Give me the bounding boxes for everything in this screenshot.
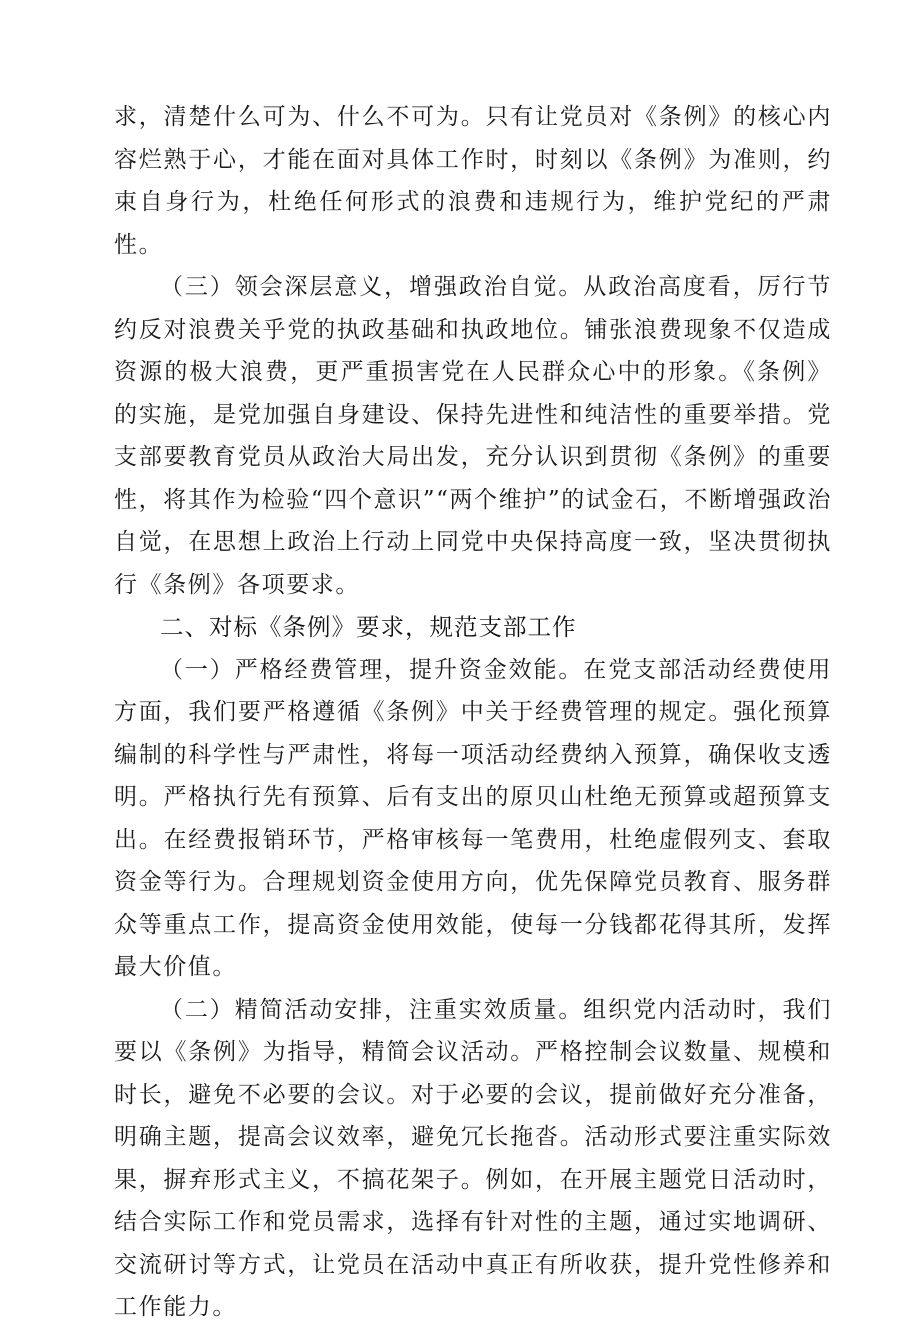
section-heading-2: 二、对标《条例》要求，规范支部工作	[160, 613, 577, 641]
paragraph-section-2-2: （二）精简活动安排，注重实效质量。组织党内活动时，我们要以《条例》为指导，精简会议活动。严格控制会议数量、规模和时长，避免不必要的会议。对于必要的会议，提前做好充分准备，明确主题，提高会议效率，避免冗长拖沓。活动形式要注重实际效果，摒弃形式主义，不搞花架子。例如，在开展主题党日活动时，结合实际工作和党员需求，选择有针对性的主题，通过实地调研、交流研讨等方式，让党员在活动中真正有所收获，提升党性修养和工作能力。	[114, 996, 832, 1320]
document-body	[114, 96, 832, 1329]
paragraph-continued: 求，清楚什么可为、什么不可为。只有让党员对《条例》的核心内容烂熟于心，才能在面对具体工作时，时刻以《条例》为准则，约束自身行为，杜绝任何形式的浪费和违规行为，维护党纪的严肃性。	[114, 104, 832, 258]
paragraph-section-1-3: （三）领会深层意义，增强政治自觉。从政治高度看，厉行节约反对浪费关乎党的执政基础和执政地位。铺张浪费现象不仅造成资源的极大浪费，更严重损害党在人民群众心中的形象。《条例》的实施，是党加强自身建设、保持先进性和纯洁性的重要举措。党支部要教育党员从政治大局出发，充分认识到贯彻《条例》的重要性，将其作为检验“四个意识”“两个维护”的试金石，不断增强政治自觉，在思想上政治上行动上同党中央保持高度一致，坚决贯彻执行《条例》各项要求。	[114, 274, 832, 598]
paragraph-section-2-1: （一）严格经费管理，提升资金效能。在党支部活动经费使用方面，我们要严格遵循《条例》中关于经费管理的规定。强化预算编制的科学性与严肃性，将每一项活动经费纳入预算，确保收支透明。严格执行先有预算、后有支出的原贝山杜绝无预算或超预算支出。在经费报销环节，严格审核每一笔费用，杜绝虚假列支、套取资金等行为。合理规划资金使用方向，优先保障党员教育、服务群众等重点工作，提高资金使用效能，使每一分钱都花得其所，发挥最大价值。	[114, 656, 832, 980]
